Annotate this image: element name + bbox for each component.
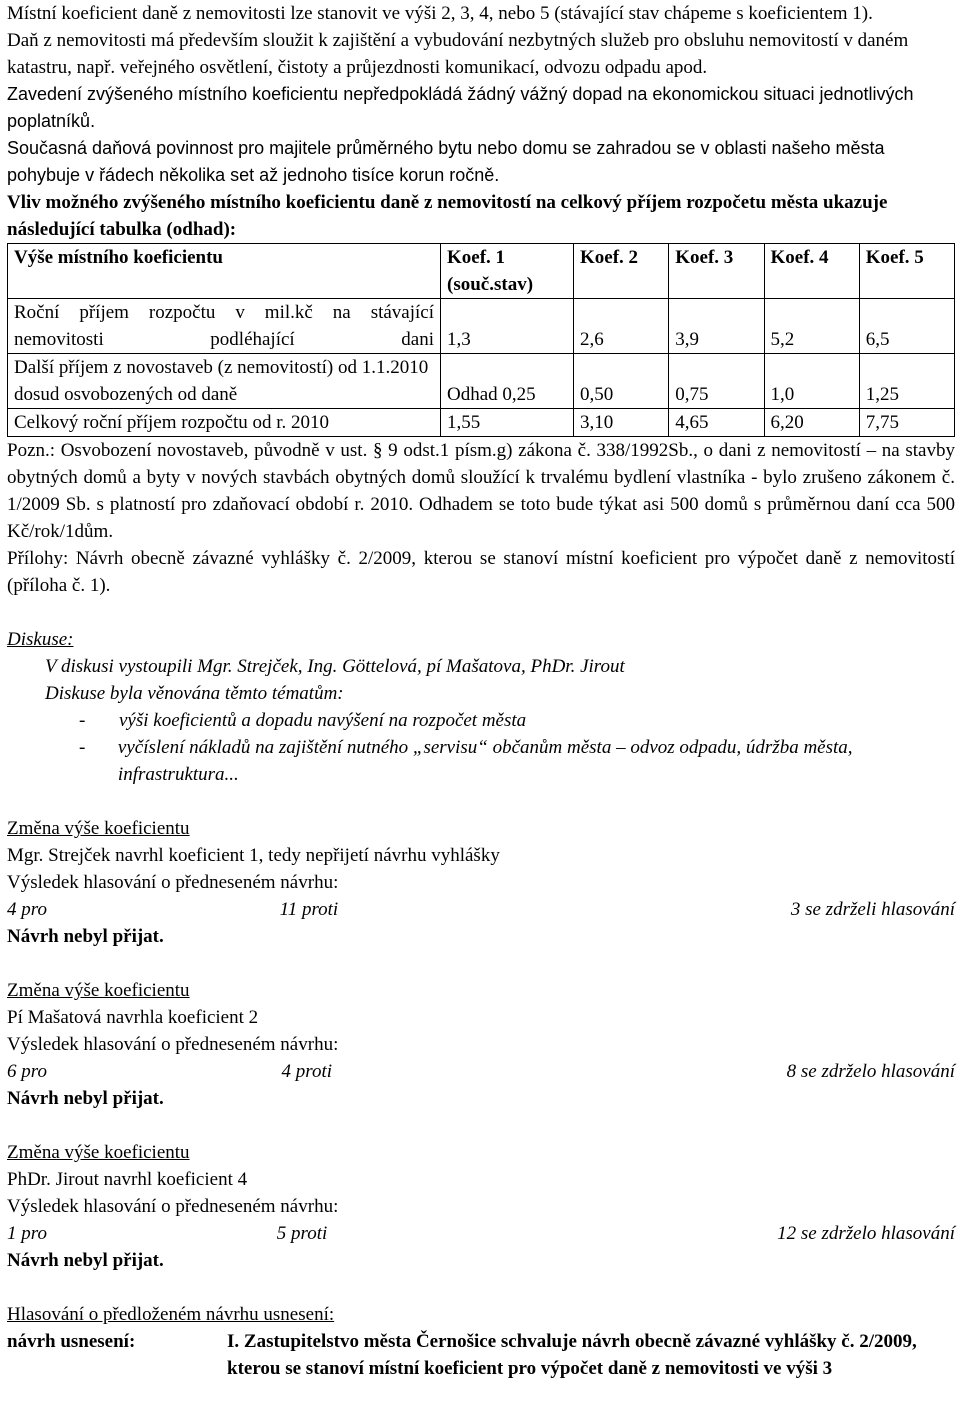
table-cell: 5,2 xyxy=(764,299,859,354)
table-cell: 6,5 xyxy=(859,299,954,354)
vote-proposal: Pí Mašatová navrhla koeficient 2 xyxy=(7,1007,259,1028)
bullet-dash: - xyxy=(79,737,86,758)
vote-heading: Změna výše koeficientu xyxy=(7,980,190,1001)
list-item xyxy=(7,734,955,788)
table-cell: 7,75 xyxy=(859,409,954,437)
attachments-paragraph: Přílohy: Návrh obecně závazné vyhlášky č. 2/2009, kterou se stanoví místní koeficient pro výpočet daně z nemovitostí (příloha č. 1). xyxy=(7,548,955,596)
topic-text: výši koeficientů a dopadu navýšení na rozpočet města xyxy=(119,710,527,731)
intro-paragraph-1: Místní koeficient daně z nemovitosti lze stanovit ve výši 2, 3, 4, nebo 5 (stávající stav chápeme s koeficientem 1). xyxy=(7,3,873,24)
list-item xyxy=(7,707,955,734)
spacer xyxy=(7,1112,955,1139)
spacer xyxy=(7,950,955,977)
header-cell: Koef. 4 xyxy=(764,244,859,299)
table-cell: 1,3 xyxy=(441,299,574,354)
table-cell: 1,55 xyxy=(441,409,574,437)
vote-outcome: Návrh nebyl přijat. xyxy=(7,926,164,947)
vote-result-label: Výsledek hlasování o předneseném návrhu: xyxy=(7,1034,339,1055)
table-cell: Odhad 0,25 xyxy=(441,354,574,409)
document-page xyxy=(7,0,955,1382)
table-cell: 0,75 xyxy=(669,354,764,409)
spacer xyxy=(7,788,955,815)
table-cell: 3,9 xyxy=(669,299,764,354)
table-cell: 2,6 xyxy=(574,299,669,354)
vote-pro: 6 pro xyxy=(7,1061,47,1082)
spacer xyxy=(7,599,955,626)
table-cell: 6,20 xyxy=(764,409,859,437)
vote-counts xyxy=(7,896,955,923)
resolution-label: návrh usnesení: xyxy=(7,1331,136,1352)
table-cell: 3,10 xyxy=(574,409,669,437)
resolution-heading: Hlasování o předloženém návrhu usnesení: xyxy=(7,1304,335,1325)
discussion-heading: Diskuse: xyxy=(7,629,74,650)
resolution-block xyxy=(7,1328,955,1382)
discussion-topics-heading: Diskuse byla věnována těmto tématům: xyxy=(45,683,344,704)
table-cell: 1,25 xyxy=(859,354,954,409)
header-cell: Koef. 3 xyxy=(669,244,764,299)
vote-pro: 4 pro xyxy=(7,899,47,920)
table-cell: 1,0 xyxy=(764,354,859,409)
vote-heading: Změna výše koeficientu xyxy=(7,818,190,839)
bullet-dash: - xyxy=(79,710,86,731)
vote-proposal: PhDr. Jirout navrhl koeficient 4 xyxy=(7,1169,248,1190)
vote-proti: 11 proti xyxy=(279,899,339,920)
vote-counts xyxy=(7,1058,955,1085)
vote-abstain: 12 se zdrželo hlasování xyxy=(777,1223,955,1244)
table-row xyxy=(8,409,955,437)
vote-heading: Změna výše koeficientu xyxy=(7,1142,190,1163)
note-paragraph: Pozn.: Osvobození novostaveb, původně v ust. § 9 odst.1 písm.g) zákona č. 338/1992Sb., o dani z nemovitostí – na stavby obytných domů a byty v nových stavbách obytných domů sloužící k trvalému bydlení vlastníka - bylo zrušeno zákonem č. 1/2009 Sb. s platností pro zdaňovací období r. 2010. Odhadem se toto bude týkat asi 500 domů s průměrnou daní cca 500 Kč/rok/1dům. xyxy=(7,440,955,542)
table-cell: 4,65 xyxy=(669,409,764,437)
vote-outcome: Návrh nebyl přijat. xyxy=(7,1088,164,1109)
vote-abstain: 3 se zdrželi hlasování xyxy=(790,899,955,920)
vote-outcome: Návrh nebyl přijat. xyxy=(7,1250,164,1271)
table-cell: 0,50 xyxy=(574,354,669,409)
table-row xyxy=(8,299,955,354)
coefficient-table xyxy=(7,243,955,437)
resolution-text: I. Zastupitelstvo města Černošice schvaluje návrh obecně závazné vyhlášky č. 2/2009, kterou se stanoví místní koeficient pro výpočet daně z nemovitosti ve výši 3 xyxy=(227,1331,917,1379)
vote-proposal: Mgr. Strejček navrhl koeficient 1, tedy nepřijetí návrhu vyhlášky xyxy=(7,845,500,866)
header-cell: Koef. 5 xyxy=(859,244,954,299)
header-cell: Koef. 1 (souč.stav) xyxy=(441,244,574,299)
table-heading: Vliv možného zvýšeného místního koeficientu daně z nemovitostí na celkový příjem rozpočetu města ukazuje následující tabulka (odhad): xyxy=(7,192,888,240)
vote-counts xyxy=(7,1220,955,1247)
intro-paragraph-4: Současná daňová povinnost pro majitele průměrného bytu nebo domu se zahradou se v oblasti našeho města pohybuje v řádech několika set až jednoho tisíce korun ročně. xyxy=(7,138,885,185)
vote-result-label: Výsledek hlasování o předneseném návrhu: xyxy=(7,1196,339,1217)
vote-abstain: 8 se zdrželo hlasování xyxy=(786,1061,955,1082)
vote-result-label: Výsledek hlasování o předneseném návrhu: xyxy=(7,872,339,893)
header-cell: Koef. 2 xyxy=(574,244,669,299)
table-row xyxy=(8,354,955,409)
table-cell: Roční příjem rozpočtu v mil.kč na stávající nemovitosti podléhající dani xyxy=(8,299,441,354)
intro-paragraph-3: Zavedení zvýšeného místního koeficientu nepředpokládá žádný vážný dopad na ekonomickou situaci jednotlivých poplatníků. xyxy=(7,84,914,131)
vote-proti: 5 proti xyxy=(276,1223,328,1244)
intro-paragraph-2: Daň z nemovitosti má především sloužit k zajištění a vybudování nezbytných služeb pro obsluhu nemovitostí v daném katastru, např. veřejného osvětlení, čistoty a průjezdnosti komunikací, odvozu odpadu apod. xyxy=(7,30,909,78)
topic-text: vyčíslení nákladů na zajištění nutného „servisu“ občanům města – odvoz odpadu, údržba města, infrastruktura... xyxy=(117,737,853,785)
table-header-row xyxy=(8,244,955,299)
discussion-speakers: V diskusi vystoupili Mgr. Strejček, Ing. Göttelová, pí Mašatova, PhDr. Jirout xyxy=(45,656,625,677)
table-cell: Další příjem z novostaveb (z nemovitostí) od 1.1.2010 dosud osvobozených od daně xyxy=(8,354,441,409)
header-cell: Výše místního koeficientu xyxy=(8,244,441,299)
vote-pro: 1 pro xyxy=(7,1223,47,1244)
spacer xyxy=(7,1274,955,1301)
table-cell: Celkový roční příjem rozpočtu od r. 2010 xyxy=(8,409,441,437)
vote-proti: 4 proti xyxy=(281,1061,333,1082)
